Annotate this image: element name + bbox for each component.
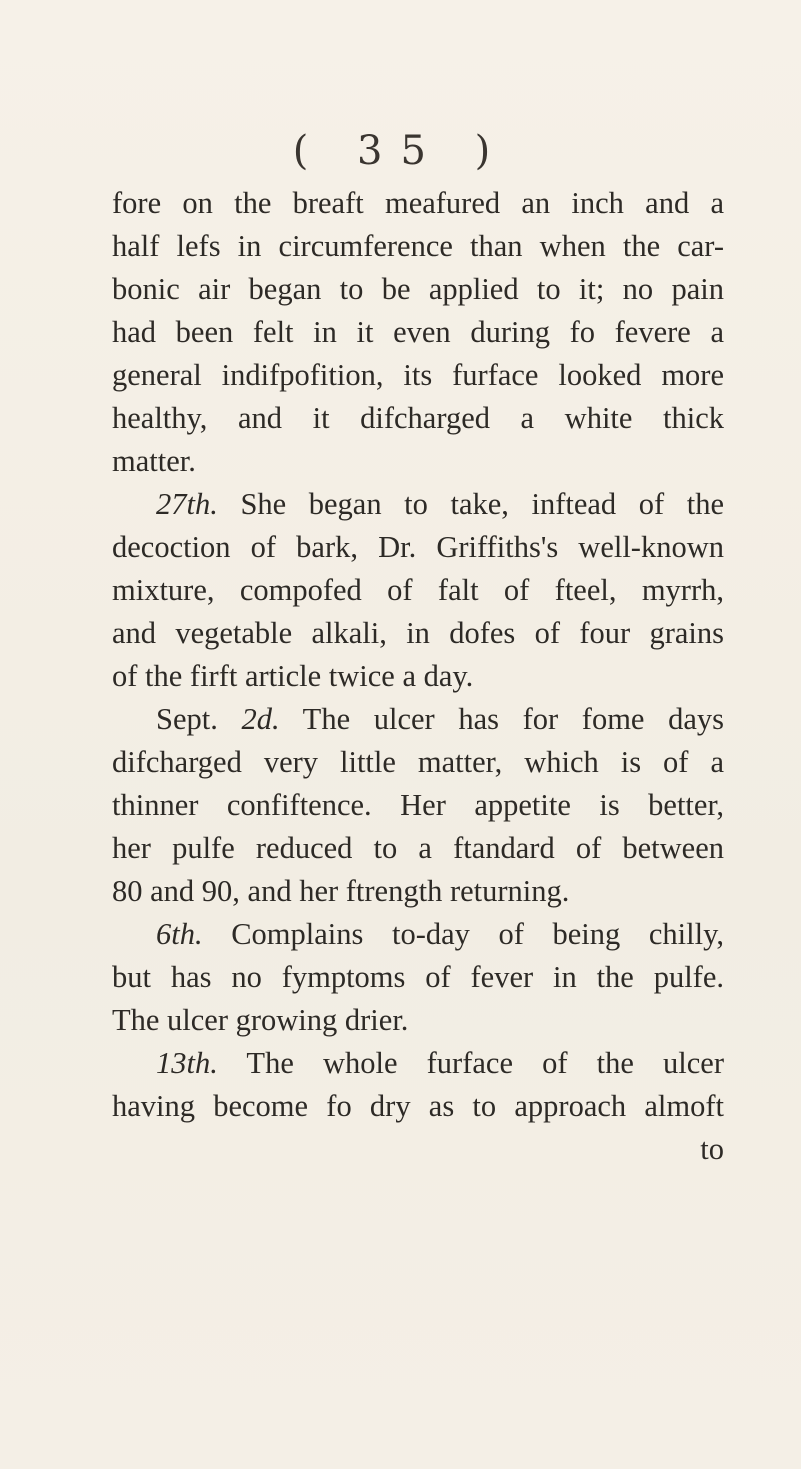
body-text — [112, 182, 724, 1171]
entry-prefix: Sept. — [156, 702, 242, 736]
text-line — [112, 1042, 724, 1085]
text-line — [112, 354, 724, 397]
text-line — [112, 268, 724, 311]
text-line — [112, 440, 724, 483]
line-text: The whole furface of the ulcer — [217, 1046, 724, 1080]
line-text: but has no fymptoms of fever in the pulfe. — [112, 960, 724, 994]
line-text: The ulcer has for fome days — [279, 702, 724, 736]
text-line — [112, 397, 724, 440]
text-line — [112, 655, 724, 698]
line-text: had been felt in it even during fo fevere a — [112, 315, 724, 349]
line-text: having become fo dry as to approach almoft — [112, 1089, 724, 1123]
line-text: of the firft article twice a day. — [112, 659, 474, 693]
line-text: matter. — [112, 444, 196, 478]
text-line — [112, 741, 724, 784]
entry-date: 6th. — [156, 917, 203, 951]
text-line — [112, 311, 724, 354]
line-text: fore on the breaft meafured an inch and a — [112, 186, 724, 220]
text-line — [112, 698, 724, 741]
line-text: and vegetable alkali, in dofes of four grains — [112, 616, 724, 650]
line-text: half lefs in circumference than when the car- — [112, 229, 724, 263]
entry-date: 27th. — [156, 487, 218, 521]
text-line — [112, 526, 724, 569]
line-text: difcharged very little matter, which is of a — [112, 745, 724, 779]
text-line — [112, 913, 724, 956]
entry-date: 13th. — [156, 1046, 218, 1080]
text-line — [112, 483, 724, 526]
catchword: to — [700, 1132, 724, 1166]
line-text: bonic air began to be applied to it; no pain — [112, 272, 724, 306]
text-line — [112, 569, 724, 612]
text-line — [112, 784, 724, 827]
text-line — [112, 956, 724, 999]
line-text: 80 and 90, and her ftrength returning. — [112, 874, 570, 908]
line-text: general indifpofition, its furface looked more — [112, 358, 724, 392]
line-text: her pulfe reduced to a ftandard of between — [112, 831, 724, 865]
line-text: decoction of bark, Dr. Griffiths's well-known — [112, 530, 724, 564]
page-number: ( 35 ) — [292, 128, 509, 174]
text-line — [112, 1085, 724, 1128]
text-line — [112, 827, 724, 870]
line-text: mixture, compofed of falt of fteel, myrrh, — [112, 573, 724, 607]
text-line — [112, 182, 724, 225]
text-line — [112, 225, 724, 268]
text-line — [112, 999, 724, 1042]
line-text: The ulcer growing drier. — [112, 1003, 409, 1037]
text-line — [112, 612, 724, 655]
line-text: She began to take, inftead of the — [217, 487, 724, 521]
entry-date: 2d. — [241, 702, 280, 736]
line-text: healthy, and it difcharged a white thick — [112, 401, 724, 435]
text-line — [112, 870, 724, 913]
line-text: thinner confiftence. Her appetite is better, — [112, 788, 724, 822]
line-text: Complains to-day of being chilly, — [202, 917, 724, 951]
